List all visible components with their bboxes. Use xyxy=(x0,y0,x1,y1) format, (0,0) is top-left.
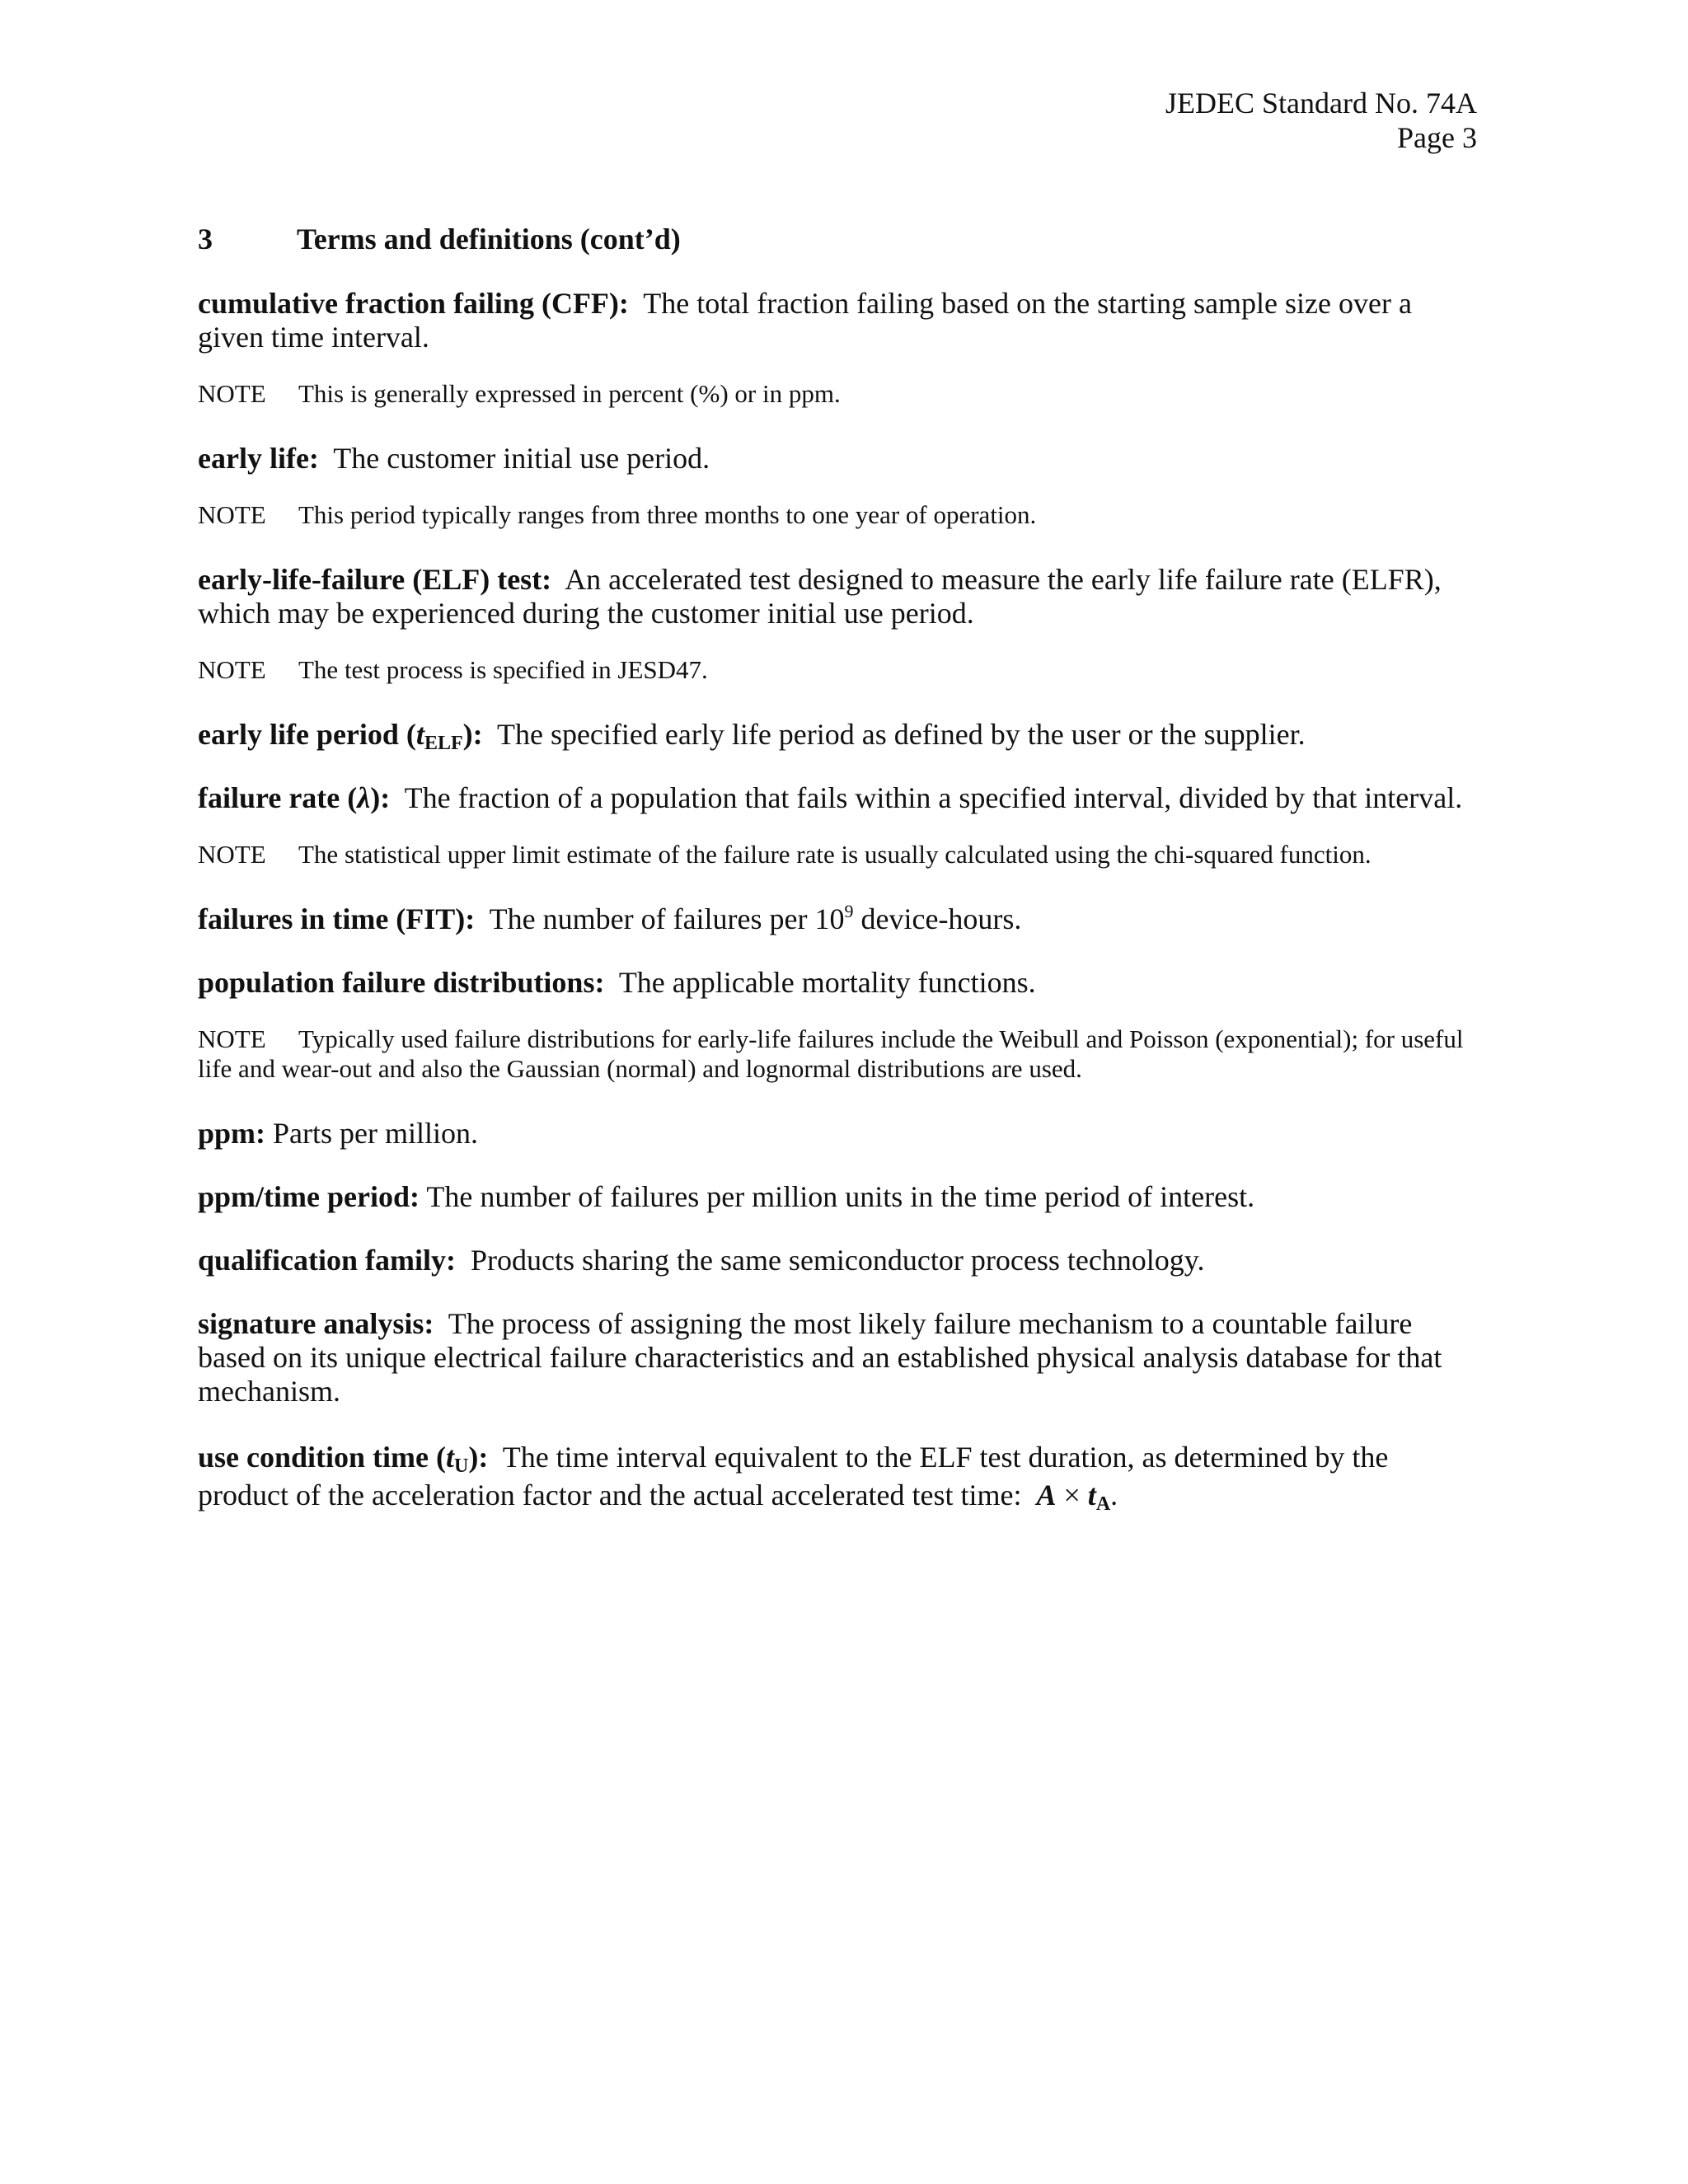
formula-t: t xyxy=(1087,1479,1096,1511)
note-text: The test process is specified in JESD47. xyxy=(298,655,708,684)
note-population xyxy=(198,1024,1484,1084)
term-name: cumulative fraction failing (CFF): xyxy=(198,287,629,320)
term-name: signature analysis: xyxy=(198,1307,434,1340)
symbol-subscript: ELF xyxy=(424,733,463,754)
note-text: This period typically ranges from three months to one year of operation. xyxy=(298,500,1037,529)
term-name-prefix: failure rate ( xyxy=(198,781,358,814)
term-name: qualification family: xyxy=(198,1244,456,1277)
term-definition: The customer initial use period. xyxy=(333,442,710,475)
note-label: NOTE xyxy=(198,1024,266,1053)
term-name xyxy=(198,781,390,814)
term-use-condition-time xyxy=(198,1438,1484,1514)
note-cff xyxy=(198,379,1484,409)
term-signature-analysis xyxy=(198,1307,1484,1408)
time-symbol: t xyxy=(415,718,424,751)
term-name-suffix: ): xyxy=(370,781,391,814)
formula-a: A xyxy=(1036,1479,1057,1511)
term-early-life xyxy=(198,442,1484,476)
formula-times: × xyxy=(1056,1479,1088,1511)
term-name: ppm/time period: xyxy=(198,1180,420,1213)
page-content xyxy=(198,221,1484,1544)
term-name-suffix: ): xyxy=(462,718,483,751)
term-cff xyxy=(198,287,1484,354)
term-name-prefix: early life period ( xyxy=(198,718,416,751)
formula-end: . xyxy=(1110,1479,1118,1511)
term-failure-rate xyxy=(198,781,1484,815)
term-definition: An accelerated test designed to measure the early life failure rate (ELFR), which may be experienced during the customer initial use period. xyxy=(198,563,1442,630)
formula xyxy=(1036,1479,1118,1515)
term-definition: The process of assigning the most likely failure mechanism to a countable failure based on its unique electrical failure characteristics and an established physical analysis database for that mechanism. xyxy=(198,1307,1442,1408)
page-number: Page 3 xyxy=(1397,121,1477,154)
symbol-subscript: U xyxy=(454,1455,469,1477)
term-name xyxy=(198,718,483,754)
term-fit xyxy=(198,902,1484,936)
term-name xyxy=(198,1441,489,1477)
term-name: ppm: xyxy=(198,1117,266,1150)
term-definition: The total fraction failing based on the starting sample size over a given time interval. xyxy=(198,287,1412,354)
term-name-prefix: use condition time ( xyxy=(198,1441,446,1474)
note-text: This is generally expressed in percent (%) or in ppm. xyxy=(298,379,841,408)
term-name-suffix: ): xyxy=(468,1441,489,1474)
term-definition: The time interval equivalent to the ELF test duration, as determined by the product of the acceleration factor and the actual accelerated test time: xyxy=(198,1441,1389,1511)
definition-prefix: The number of failures per 10 xyxy=(489,902,845,935)
note-text: The statistical upper limit estimate of the failure rate is usually calculated using the chi-squared function. xyxy=(298,840,1372,869)
note-failure-rate xyxy=(198,840,1484,869)
standard-number: JEDEC Standard No. 74A xyxy=(1165,87,1477,120)
term-name: early-life-failure (ELF) test: xyxy=(198,563,552,596)
section-heading xyxy=(198,221,1484,257)
term-definition: Products sharing the same semiconductor process technology. xyxy=(471,1244,1205,1277)
term-definition: The specified early life period as defined by the user or the supplier. xyxy=(496,718,1306,751)
section-number: 3 xyxy=(198,223,213,255)
section-title: Terms and definitions (cont’d) xyxy=(297,223,681,255)
note-label: NOTE xyxy=(198,655,266,684)
note-elf-test xyxy=(198,655,1484,685)
term-name: population failure distributions: xyxy=(198,966,605,999)
note-early-life xyxy=(198,500,1484,530)
formula-subscript: A xyxy=(1095,1493,1111,1515)
term-definition: The fraction of a population that fails within a specified interval, divided by that interval. xyxy=(404,781,1463,814)
term-elf-test xyxy=(198,563,1484,630)
time-symbol: t xyxy=(446,1441,455,1474)
term-definition: The applicable mortality functions. xyxy=(618,966,1036,999)
exponent: 9 xyxy=(844,901,854,921)
term-definition xyxy=(490,902,1022,935)
term-ppm-time-period xyxy=(198,1180,1484,1214)
term-name: early life: xyxy=(198,442,319,475)
term-early-life-period xyxy=(198,718,1484,752)
note-label: NOTE xyxy=(198,500,266,529)
term-name: failures in time (FIT): xyxy=(198,902,476,935)
term-definition: Parts per million. xyxy=(273,1117,479,1150)
term-qualification-family xyxy=(198,1244,1484,1277)
note-label: NOTE xyxy=(198,379,266,408)
lambda-symbol: λ xyxy=(357,781,371,814)
term-population-failure-distributions xyxy=(198,966,1484,1000)
term-definition: The number of failures per million units in the time period of interest. xyxy=(426,1180,1255,1213)
note-label: NOTE xyxy=(198,840,266,869)
definition-suffix: device-hours. xyxy=(853,902,1022,935)
note-text: Typically used failure distributions for early-life failures include the Weibull and Poisson (exponential); for useful life and wear-out and also the Gaussian (normal) and lognormal distributions are used. xyxy=(198,1024,1464,1083)
page-header xyxy=(1165,86,1477,155)
term-ppm xyxy=(198,1117,1484,1151)
